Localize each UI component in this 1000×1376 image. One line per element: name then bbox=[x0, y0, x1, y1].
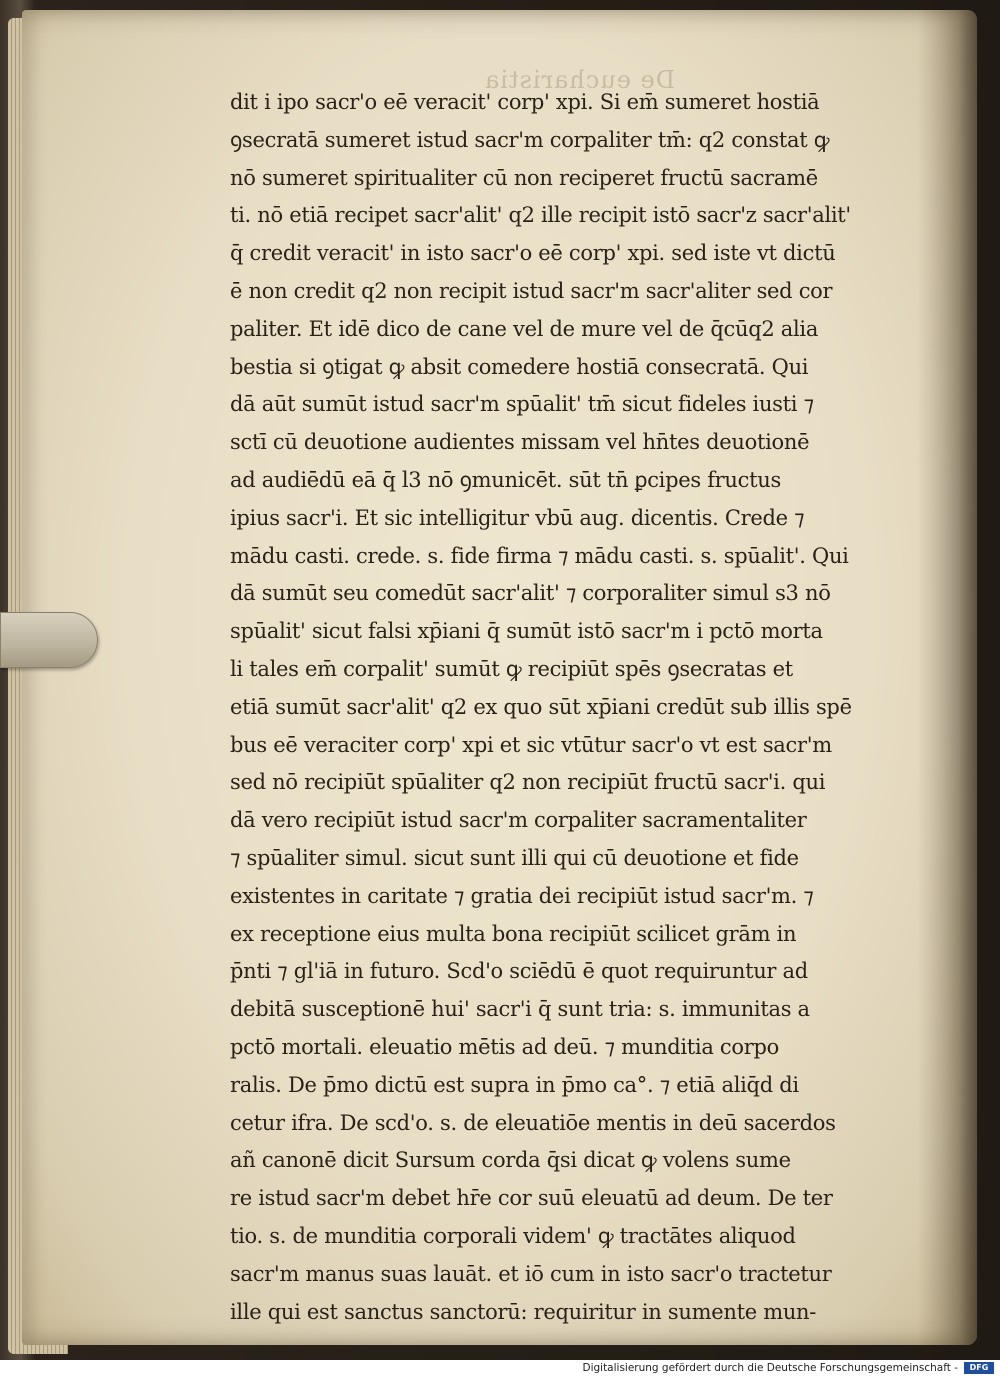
text-line: ille qui est sanctus sanctorū: requiritur in sumente mun- bbox=[230, 1299, 817, 1324]
text-line: li tales em̄ corpalit' sumūt ꝙ recipiūt spēs ꝯsecratas et bbox=[230, 656, 793, 681]
dfg-logo: DFG bbox=[964, 1362, 994, 1374]
text-line: dā sumūt seu comedūt sacr'alit' ⁊ corporaliter simul s3 nō bbox=[230, 581, 831, 606]
footer-bar bbox=[0, 1360, 1000, 1376]
text-line: sed nō recipiūt spūaliter q2 non recipiūt fructū sacr'i. qui bbox=[230, 770, 826, 795]
text-line: tio. s. de munditia corporali videm' ꝙ tractātes aliquod bbox=[230, 1223, 796, 1248]
text-line: existentes in caritate ⁊ gratia dei recipiūt istud sacr'm. ⁊ bbox=[230, 883, 814, 908]
text-block bbox=[230, 84, 890, 1331]
text-line: sctī cū deuotione audientes missam vel hn̄tes deuotionē bbox=[230, 430, 810, 455]
text-line: spūalit' sicut falsi xp̄iani q̄ sumūt istō sacr'm i pctō morta bbox=[230, 619, 823, 644]
text-line: ipius sacr'i. Et sic intelligitur vbū aug. dicentis. Crede ⁊ bbox=[230, 505, 805, 530]
text-line: dā vero recipiūt istud sacr'm corpaliter sacramentaliter bbox=[230, 808, 807, 833]
text-line: paliter. Et idē dico de cane vel de mure vel de q̄cūq2 alia bbox=[230, 316, 819, 341]
text-line: añ canonē dicit Sursum corda q̄si dicat ꝙ volens sume bbox=[230, 1148, 791, 1173]
text-line: ex receptione eius multa bona recipiūt scilicet grām in bbox=[230, 921, 797, 946]
book-page bbox=[22, 10, 977, 1345]
text-line: sacr'm manus suas lauāt. et iō cum in isto sacr'o tractetur bbox=[230, 1261, 832, 1286]
text-line: nō sumeret spiritualiter cū non reciperet fructū sacramē bbox=[230, 165, 818, 190]
text-line: ralis. De p̄mo dictū est supra in p̄mo ca°. ⁊ etiā aliq̄d di bbox=[230, 1072, 799, 1097]
text-line: ⁊ spūaliter simul. sicut sunt illi qui cū deuotione et fide bbox=[230, 845, 799, 870]
text-line: bus eē veraciter corp' xpi et sic vtūtur sacr'o vt est sacr'm bbox=[230, 732, 832, 757]
text-line: etiā sumūt sacr'alit' q2 ex quo sūt xp̄iani credūt sub illis spē bbox=[230, 694, 852, 719]
show-through-heading: De eucharistia bbox=[484, 66, 676, 94]
text-line: re istud sacr'm debet hr̄e cor suū eleuatū ad deum. De ter bbox=[230, 1186, 833, 1211]
text-line: cetur ifra. De scd'o. s. de eleuatiōe mentis in deū sacerdos bbox=[230, 1110, 836, 1135]
footer-credit: Digitalisierung gefördert durch die Deutsche Forschungsgemeinschaft - bbox=[582, 1362, 958, 1374]
text-line: ad audiēdū eā q̄ l3 nō ꝯmunicēt. sūt tn̄ ꝑcipes fructus bbox=[230, 467, 781, 492]
text-line: q̄ credit veracit' in isto sacr'o eē corp' xpi. sed iste vt dictū bbox=[230, 241, 836, 266]
text-line: ti. nō etiā recipet sacr'alit' q2 ille recipit istō sacr'z sacr'alit' bbox=[230, 203, 851, 228]
text-line: dā aūt sumūt istud sacr'm spūalit' tm̄ sicut fideles iusti ⁊ bbox=[230, 392, 814, 417]
text-line: p̄nti ⁊ gl'iā in futuro. Scd'o sciēdū ē quot requiruntur ad bbox=[230, 959, 808, 984]
text-line: bestia si ꝯtigat ꝙ absit comedere hostiā consecratā. Qui bbox=[230, 354, 809, 379]
text-line: ē non credit q2 non recipit istud sacr'm sacr'aliter sed cor bbox=[230, 278, 833, 303]
text-line: ꝯsecratā sumeret istud sacr'm corpaliter tm̄: q2 constat ꝙ bbox=[230, 127, 830, 152]
spine-shadow bbox=[917, 10, 977, 1345]
text-line: debitā susceptionē hui' sacr'i q̄ sunt tria: s. immunitas a bbox=[230, 997, 810, 1022]
ribbon-tab bbox=[0, 612, 98, 668]
text-line: pctō mortali. eleuatio mētis ad deū. ⁊ munditia corpo bbox=[230, 1034, 779, 1059]
text-line: dit i ipo sacr'o eē veracit' corp' xpi. Si em̄ sumeret hostiā bbox=[230, 90, 820, 114]
text-line: mādu casti. crede. s. fide firma ⁊ mādu casti. s. spūalit'. Qui bbox=[230, 543, 849, 568]
